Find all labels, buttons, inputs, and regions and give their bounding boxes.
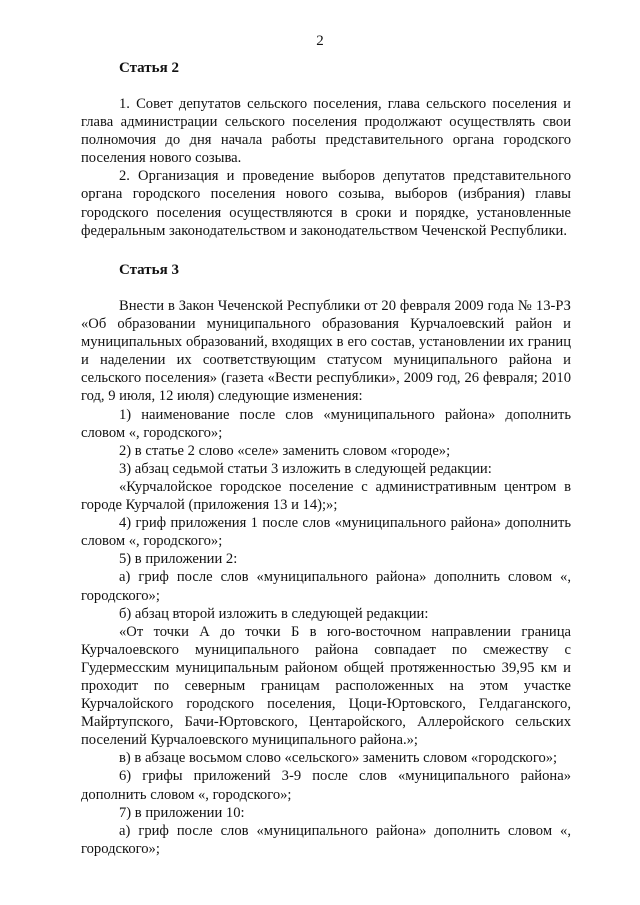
amendment-item-7: 7) в приложении 10:: [119, 804, 245, 821]
amendment-item-5b: б) абзац второй изложить в следующей редакции:: [119, 605, 429, 622]
amendment-item-5: 5) в приложении 2:: [119, 551, 238, 568]
amendment-item-6: 6) грифы приложений 3-9 после слов «муниципального района» дополнить словом «, городского»;: [81, 768, 571, 803]
article-3-body: [81, 297, 571, 858]
amendment-item-4: 4) гриф приложения 1 после слов «муниципального района» дополнить словом «, городского»;: [81, 515, 571, 550]
amendment-item-2: 2) в статье 2 слово «селе» заменить словом «городе»;: [119, 442, 451, 459]
article-2-heading: Статья 2: [119, 60, 179, 76]
article-2-paragraph-1: 1. Совет депутатов сельского поселения, глава сельского поселения и глава администрации сельского поселения продолжают осуществлять свои полномочия до дня начала работы представительного органа городского поселения нового созыва.: [81, 96, 571, 167]
amendment-item-7a: а) гриф после слов «муниципального района» дополнить словом «, городского»;: [81, 822, 571, 857]
article-2-paragraph-2: 2. Организация и проведение выборов депутатов представительного органа городского поселения нового созыва, выборов (избрания) главы городского поселения осуществляются в сроки и порядке, установленные федеральным законодательством и законодательством Чеченской Республики.: [81, 168, 571, 239]
article-3-heading: Статья 3: [119, 262, 179, 278]
amendment-item-3-quote: «Курчалойское городское поселение с административным центром в городе Курчалой (приложения 13 и 14);»;: [81, 478, 571, 514]
amendment-item-5b-quote: «От точки А до точки Б в юго-восточном направлении граница Курчалоевского муниципального района совпадает по смежеству с Гудермесским муниципальным районом общей протяженностью 39,95 км и проходит по северным границам расположенных на этом участке Курчалойского городского поселения, Цоци-Юртовского, Гелдаганского, Майртупского, Бачи-Юртовского, Центаройского, Аллеройского сельских поселений Курчалоевского муниципального района.»;: [81, 623, 571, 749]
page-number: 2: [316, 33, 324, 49]
amendment-item-5v: в) в абзаце восьмом слово «сельского» заменить словом «городского»;: [119, 750, 558, 767]
amendment-item-3: 3) абзац седьмой статьи 3 изложить в следующей редакции:: [119, 460, 492, 477]
article-3-intro-paragraph: Внести в Закон Чеченской Республики от 20 февраля 2009 года № 13-РЗ «Об образовании муниципального образования Курчалоевский район и муниципальных образований, входящих в его состав, установлении их границ и наделении их соответствующим статусом муниципального района и сельского поселения» (газета «Вести республики», 2009 год, 26 февраля; 2010 год, 9 июля, 12 июля) следующие изменения:: [81, 298, 571, 405]
amendment-item-5a: а) гриф после слов «муниципального района» дополнить словом «, городского»;: [81, 569, 571, 604]
article-2-body: [81, 95, 571, 240]
amendment-item-1: 1) наименование после слов «муниципального района» дополнить словом «, городского»;: [81, 406, 571, 441]
